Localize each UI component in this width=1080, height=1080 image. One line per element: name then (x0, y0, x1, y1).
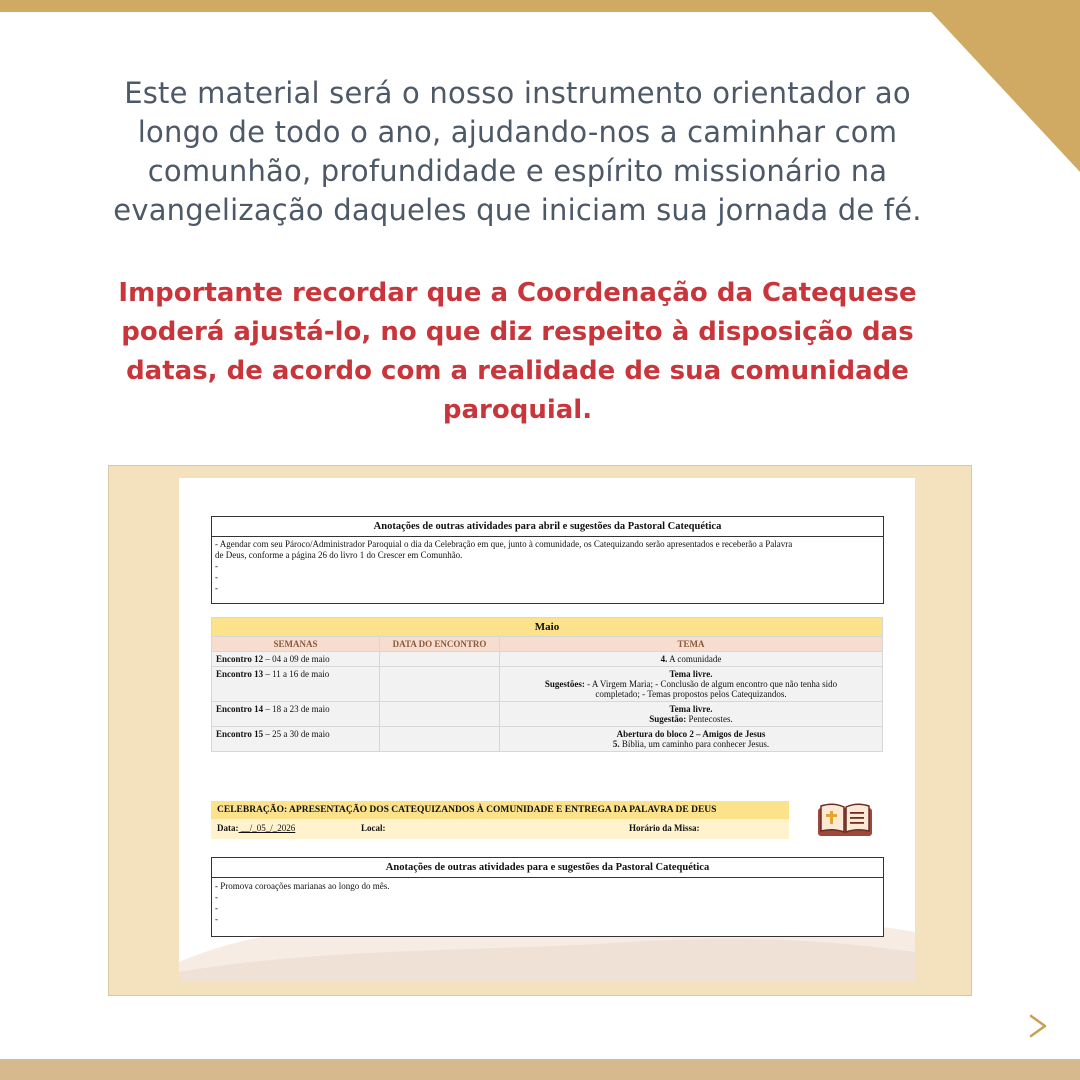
celebration-details-row (211, 819, 789, 839)
may-note-line: - Promova coroações marianas ao longo do mês. (215, 881, 390, 891)
theme-text: A comunidade (667, 654, 722, 664)
place-label: Local: (361, 823, 386, 833)
may-notes-box (211, 857, 884, 937)
date-value: __/_05_/_2026 (238, 823, 296, 833)
encounter-label: Encontro 14 (216, 704, 264, 714)
theme-title: Abertura do bloco 2 – Amigos de Jesus (616, 729, 766, 739)
date-cell (380, 652, 500, 667)
encounter-dates: – 04 a 09 de maio (263, 654, 330, 664)
important-line: Importante recordar que a Coordenação da Catequese (118, 278, 917, 308)
intro-line: comunhão, profundidade e espírito missionário na (147, 154, 888, 188)
date-cell (380, 702, 500, 727)
april-notes-title: Anotações de outras atividades para abril e sugestões da Pastoral Catequética (212, 517, 883, 537)
may-note-line: - (215, 892, 218, 902)
celebration-title: CELEBRAÇÃO: APRESENTAÇÃO DOS CATEQUIZANDOS À COMUNIDADE E ENTREGA DA PALAVRA DE DEUS (211, 801, 789, 819)
encounter-dates: – 25 a 30 de maio (263, 729, 330, 739)
important-line: poderá ajustá-lo, no que diz respeito à disposição das (121, 317, 914, 347)
april-notes-box (211, 516, 884, 604)
table-row (212, 702, 883, 727)
bottom-accent-bar (0, 1059, 1080, 1080)
table-row (212, 727, 883, 752)
important-notice (95, 274, 940, 430)
date-cell (380, 667, 500, 702)
corner-triangle (920, 0, 1080, 172)
celebration-date (217, 823, 295, 833)
intro-line: Este material será o nosso instrumento orientador ao (124, 76, 911, 110)
suggestion-text: - A Virgem Maria; - Conclusão de algum encontro que não tenha sido (584, 679, 838, 689)
april-note-line: - Agendar com seu Pároco/Administrador Paroquial o dia da Celebração em que, junto à comunidade, os Catequizando serão apresentados e receberão a Palavra (215, 539, 793, 549)
suggestion-text: Pentecostes. (686, 714, 733, 724)
suggestion-label: Sugestão: (649, 714, 687, 724)
encounter-dates: – 11 a 16 de maio (263, 669, 330, 679)
theme-title: Tema livre. (669, 669, 713, 679)
celebration-box (211, 801, 789, 839)
document-page (179, 478, 915, 982)
theme-number: 5. (612, 739, 620, 749)
theme-cell (500, 727, 883, 752)
mass-time-label: Horário da Missa: (629, 823, 700, 833)
column-header-theme: TEMA (500, 637, 883, 652)
theme-text: Bíblia, um caminho para conhecer Jesus. (619, 739, 770, 749)
theme-cell (500, 652, 883, 667)
may-note-line: - (215, 914, 218, 924)
top-accent-bar (0, 0, 1080, 12)
intro-line: longo de todo o ano, ajudando-nos a caminhar com (137, 115, 898, 149)
column-header-weeks: SEMANAS (212, 637, 380, 652)
intro-paragraph (100, 74, 935, 230)
theme-cell (500, 667, 883, 702)
column-header-date: DATA DO ENCONTRO (380, 637, 500, 652)
may-note-line: - (215, 903, 218, 913)
intro-line: evangelização daqueles que iniciam sua jornada de fé. (113, 193, 922, 227)
encounter-label: Encontro 12 (216, 654, 264, 664)
table-row (212, 667, 883, 702)
week-cell (212, 702, 380, 727)
bible-icon (816, 800, 874, 838)
theme-title: Tema livre. (669, 704, 713, 714)
may-schedule-table (211, 617, 883, 752)
may-table-title: Maio (212, 618, 883, 637)
week-cell (212, 727, 380, 752)
theme-cell (500, 702, 883, 727)
april-note-line: - (215, 583, 218, 593)
date-cell (380, 727, 500, 752)
important-line: paroquial. (442, 395, 593, 425)
encounter-dates: – 18 a 23 de maio (263, 704, 330, 714)
document-preview-frame (108, 465, 972, 996)
suggestion-text-continued: completado; - Temas propostos pelos Catequizandos. (595, 689, 787, 699)
important-line: datas, de acordo com a realidade de sua comunidade (126, 356, 909, 386)
week-cell (212, 667, 380, 702)
table-row (212, 652, 883, 667)
may-notes-title: Anotações de outras atividades para e sugestões da Pastoral Catequética (212, 858, 883, 878)
date-label: Data: (217, 823, 239, 833)
april-note-line: - (215, 572, 218, 582)
april-note-line: - (215, 561, 218, 571)
suggestion-label: Sugestões: (544, 679, 585, 689)
week-cell (212, 652, 380, 667)
arrow-right-icon[interactable] (915, 1012, 1050, 1040)
theme-number: 4. (660, 654, 668, 664)
encounter-label: Encontro 13 (216, 669, 264, 679)
april-note-line: de Deus, conforme a página 26 do livro 1 do Crescer em Comunhão. (215, 550, 463, 560)
encounter-label: Encontro 15 (216, 729, 264, 739)
